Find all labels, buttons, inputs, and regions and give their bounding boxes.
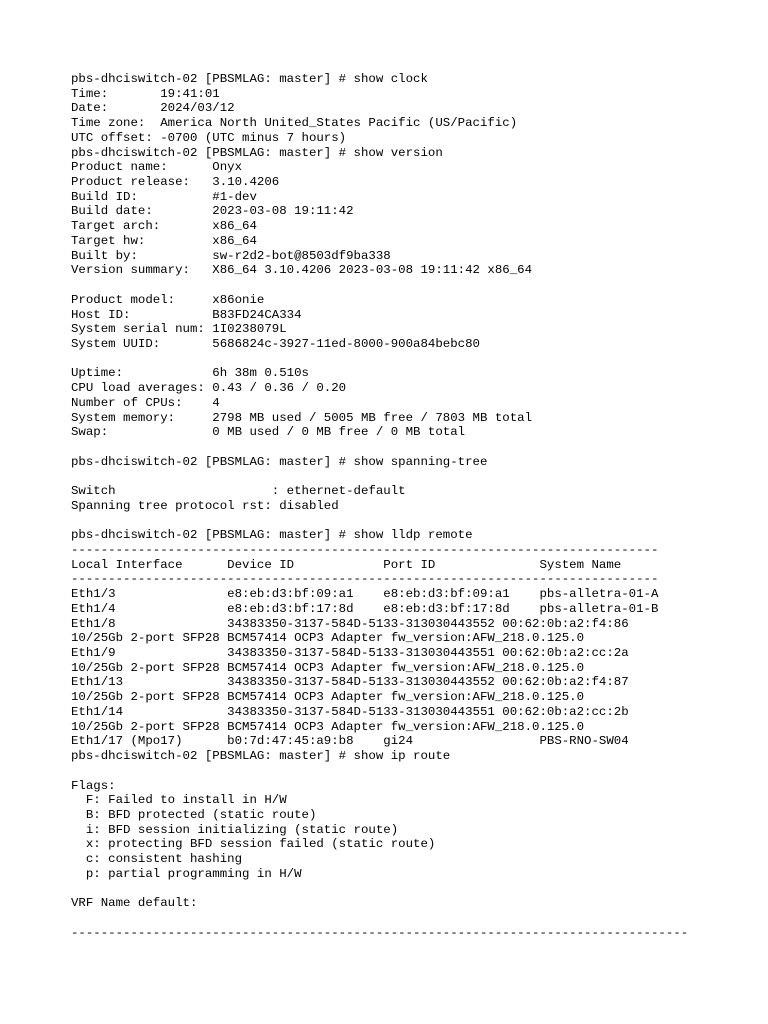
terminal-line: Product release: 3.10.4206 (71, 175, 280, 190)
terminal-line: System memory: 2798 MB used / 5005 MB free / 7803 MB total (71, 410, 533, 425)
terminal-line: x: protecting BFD session failed (static route) (71, 837, 436, 852)
terminal-line: System UUID: 5686824c-3927-11ed-8000-900a84bebc80 (71, 336, 480, 351)
terminal-line: Time zone: America North United_States Pacific (US/Pacific) (71, 116, 518, 131)
terminal-line: Switch : ethernet-default (71, 484, 406, 499)
terminal-line: Swap: 0 MB used / 0 MB free / 0 MB total (71, 425, 466, 440)
terminal-line (71, 278, 761, 293)
terminal-line (71, 352, 761, 367)
terminal-line: i: BFD session initializing (static route) (71, 822, 399, 837)
terminal-line: ----------------------------------------------------------------------------------- (71, 925, 689, 940)
terminal-line: ------------------------------------------------------------------------------- (71, 543, 659, 557)
terminal-line (71, 469, 761, 484)
terminal-line: Eth1/9 34383350-3137-584D-5133-313030443551 00:62:0b:a2:cc:2a (71, 646, 629, 661)
terminal-line: 10/25Gb 2-port SFP28 BCM57414 OCP3 Adapter fw_version:AFW_218.0.125.0 (71, 690, 585, 705)
terminal-line: Flags: (71, 778, 116, 793)
terminal-line: c: consistent hashing (71, 852, 243, 867)
terminal-line: Date: 2024/03/12 (71, 101, 235, 116)
terminal-line: Target arch: x86_64 (71, 219, 257, 234)
terminal-line: ------------------------------------------------------------------------------- (71, 572, 659, 587)
terminal-line: Product model: x86onie (71, 292, 265, 307)
terminal-line (71, 911, 761, 926)
terminal-line: pbs-dhciswitch-02 [PBSMLAG: master] # show spanning-tree (71, 454, 488, 469)
terminal-line: Eth1/14 34383350-3137-584D-5133-313030443551 00:62:0b:a2:cc:2b (71, 704, 629, 719)
terminal-line (71, 514, 761, 529)
terminal-line (71, 882, 761, 897)
terminal-output[interactable] (71, 72, 761, 940)
terminal-line (71, 764, 761, 779)
terminal-line: Build ID: #1-dev (71, 189, 257, 204)
terminal-line: Host ID: B83FD24CA334 (71, 307, 302, 322)
terminal-line: Local Interface Device ID Port ID System Name (71, 557, 622, 572)
terminal-line: VRF Name default: (71, 896, 198, 911)
terminal-line: pbs-dhciswitch-02 [PBSMLAG: master] # show lldp remote (71, 528, 473, 543)
terminal-line: B: BFD protected (static route) (71, 807, 317, 822)
terminal-line: Eth1/17 (Mpo17) b0:7d:47:45:a9:b8 gi24 PBS-RNO-SW04 (71, 734, 629, 749)
terminal-line: Product name: Onyx (71, 160, 243, 175)
terminal-line: Version summary: X86_64 3.10.4206 2023-03-08 19:11:42 x86_64 (71, 263, 533, 278)
terminal-line: pbs-dhciswitch-02 [PBSMLAG: master] # show version (71, 145, 443, 160)
terminal-line: 10/25Gb 2-port SFP28 BCM57414 OCP3 Adapter fw_version:AFW_218.0.125.0 (71, 719, 585, 734)
terminal-line: System serial num: 1I0238079L (71, 322, 287, 337)
terminal-line: Time: 19:41:01 (71, 86, 220, 101)
terminal-line: Eth1/8 34383350-3137-584D-5133-313030443552 00:62:0b:a2:f4:86 (71, 616, 629, 631)
terminal-line: pbs-dhciswitch-02 [PBSMLAG: master] # show clock (71, 72, 428, 86)
terminal-line: Eth1/3 e8:eb:d3:bf:09:a1 e8:eb:d3:bf:09:a1 pbs-alletra-01-A (71, 587, 659, 602)
terminal-line: Eth1/13 34383350-3137-584D-5133-313030443552 00:62:0b:a2:f4:87 (71, 675, 629, 690)
terminal-line: Number of CPUs: 4 (71, 395, 220, 410)
terminal-line: 10/25Gb 2-port SFP28 BCM57414 OCP3 Adapter fw_version:AFW_218.0.125.0 (71, 660, 585, 675)
terminal-line: UTC offset: -0700 (UTC minus 7 hours) (71, 130, 347, 145)
terminal-line: Build date: 2023-03-08 19:11:42 (71, 204, 354, 219)
terminal-line: CPU load averages: 0.43 / 0.36 / 0.20 (71, 381, 347, 396)
terminal-line: 10/25Gb 2-port SFP28 BCM57414 OCP3 Adapter fw_version:AFW_218.0.125.0 (71, 631, 585, 646)
terminal-line: Built by: sw-r2d2-bot@8503df9ba338 (71, 248, 391, 263)
terminal-line: Target hw: x86_64 (71, 233, 257, 248)
terminal-line: Spanning tree protocol rst: disabled (71, 498, 339, 513)
terminal-line: p: partial programming in H/W (71, 866, 302, 881)
terminal-line (71, 440, 761, 455)
terminal-line: pbs-dhciswitch-02 [PBSMLAG: master] # show ip route (71, 749, 451, 764)
terminal-line: Eth1/4 e8:eb:d3:bf:17:8d e8:eb:d3:bf:17:8d pbs-alletra-01-B (71, 601, 659, 616)
terminal-line: Uptime: 6h 38m 0.510s (71, 366, 309, 381)
terminal-line: F: Failed to install in H/W (71, 793, 287, 808)
